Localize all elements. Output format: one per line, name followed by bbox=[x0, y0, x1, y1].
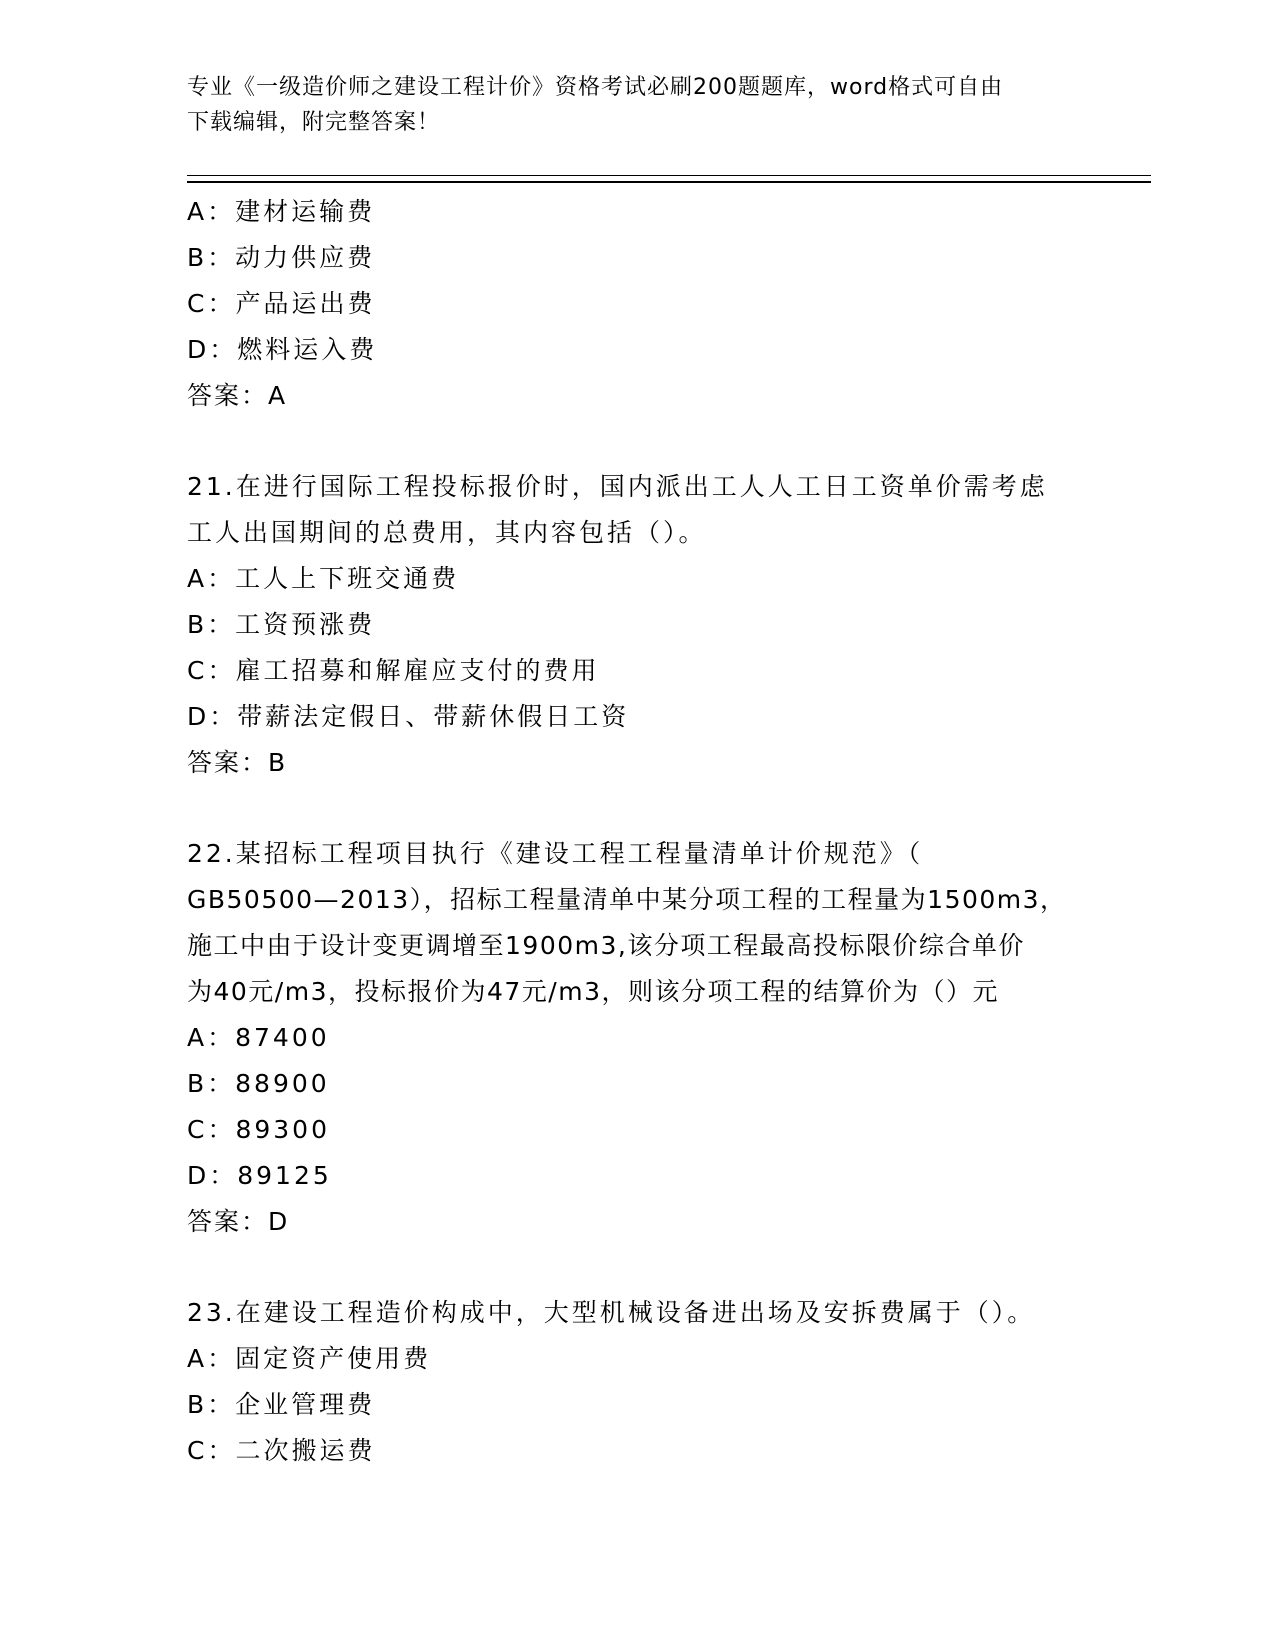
answer-line: 答案：B bbox=[187, 748, 288, 777]
question-block-20 bbox=[187, 189, 1087, 419]
question-text-line: 施工中由于设计变更调增至1900m3,该分项工程最高投标限价综合单价 bbox=[187, 931, 1025, 960]
spacer bbox=[187, 786, 1087, 831]
option-d: D：燃料运入费 bbox=[187, 335, 378, 364]
option-b: B：88900 bbox=[187, 1069, 330, 1098]
answer-line: 答案：A bbox=[187, 381, 288, 410]
question-block-21 bbox=[187, 464, 1087, 786]
question-text-line: 为40元/m3，投标报价为47元/m3，则该分项工程的结算价为（）元 bbox=[187, 977, 999, 1006]
option-d: D：带薪法定假日、带薪休假日工资 bbox=[187, 702, 630, 731]
header-divider-thick bbox=[187, 181, 1151, 183]
question-block-23 bbox=[187, 1290, 1087, 1474]
header-divider-thin bbox=[187, 175, 1151, 176]
option-a: A：建材运输费 bbox=[187, 197, 376, 226]
option-a: A：87400 bbox=[187, 1023, 330, 1052]
question-text-line: 工人出国期间的总费用，其内容包括（）。 bbox=[187, 518, 707, 547]
question-text-line: 23.在建设工程造价构成中，大型机械设备进出场及安拆费属于（）。 bbox=[187, 1298, 1036, 1327]
spacer bbox=[187, 419, 1087, 464]
option-a: A：固定资产使用费 bbox=[187, 1344, 432, 1373]
spacer bbox=[187, 1245, 1087, 1290]
option-b: B：企业管理费 bbox=[187, 1390, 376, 1419]
option-c: C：二次搬运费 bbox=[187, 1436, 376, 1465]
answer-line: 答案：D bbox=[187, 1207, 290, 1236]
question-content bbox=[187, 189, 1087, 1474]
option-c: C：产品运出费 bbox=[187, 289, 376, 318]
option-b: B：工资预涨费 bbox=[187, 610, 376, 639]
question-text-line: 22.某招标工程项目执行《建设工程工程量清单计价规范》（ bbox=[187, 839, 924, 868]
header-line-1: 专业《一级造价师之建设工程计价》资格考试必刷200题题库，word格式可自由 bbox=[187, 75, 1004, 100]
header-line-2: 下载编辑，附完整答案！ bbox=[187, 110, 441, 135]
question-text-line: GB50500—2013），招标工程量清单中某分项工程的工程量为1500m3， bbox=[187, 885, 1067, 914]
question-block-22 bbox=[187, 831, 1087, 1245]
document-header bbox=[187, 70, 1067, 140]
question-text-line: 21.在进行国际工程投标报价时，国内派出工人人工日工资单价需考虑 bbox=[187, 472, 1048, 501]
option-a: A：工人上下班交通费 bbox=[187, 564, 460, 593]
option-c: C：89300 bbox=[187, 1115, 330, 1144]
option-c: C：雇工招募和解雇应支付的费用 bbox=[187, 656, 600, 685]
option-d: D：89125 bbox=[187, 1161, 332, 1190]
option-b: B：动力供应费 bbox=[187, 243, 376, 272]
